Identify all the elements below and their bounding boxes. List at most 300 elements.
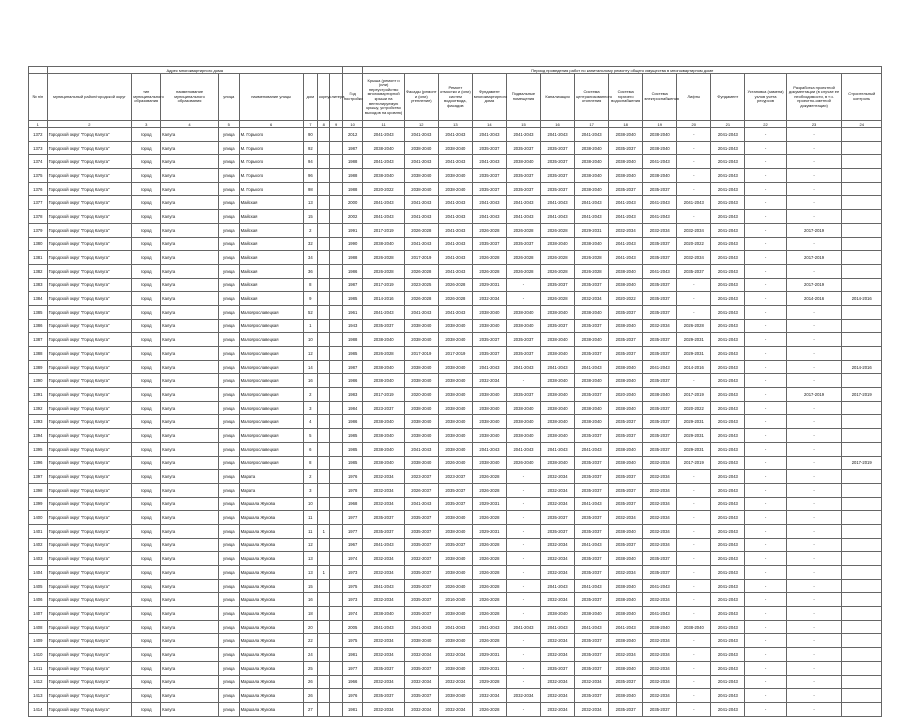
table-cell: 2035-2037 [609,702,643,716]
table-cell: 2038-2040 [472,401,506,415]
table-cell: - [786,264,842,278]
table-cell: 1986 [342,415,363,429]
table-cell: Малоярославецкая [239,401,303,415]
table-cell: 2029-2031 [677,429,711,443]
table-cell [842,264,882,278]
table-cell: - [745,648,786,662]
table-cell: - [745,497,786,511]
table-cell [318,689,330,703]
table-cell: 2041-2043 [609,210,643,224]
table-cell: 2038-2040 [363,607,404,621]
table-cell: 1988 [342,333,363,347]
table-cell: 2041-2043 [438,223,472,237]
table-cell: - [677,661,711,675]
table-cell: 2041-2043 [711,661,745,675]
table-row [29,292,882,306]
table-cell: улица [218,388,239,402]
table-cell: Малоярославецкая [239,360,303,374]
table-cell: - [786,401,842,415]
table-cell: 2041-2043 [363,305,404,319]
table-cell: 2032-2034 [541,702,575,716]
table-cell: 2032-2034 [363,497,404,511]
table-cell: Майская [239,223,303,237]
column-number: 16 [541,121,575,128]
table-cell: Городской округ "Город Калуга" [47,470,132,484]
table-cell: 1385 [29,305,48,319]
table-cell: город [132,552,161,566]
table-cell: 2038-2040 [609,524,643,538]
table-cell: 2032-2034 [643,689,677,703]
table-cell: Городской округ "Город Калуга" [47,620,132,634]
table-cell: 2038-2040 [404,333,438,347]
table-cell: - [786,128,842,142]
table-cell: - [745,141,786,155]
table-cell: 2032-2034 [363,566,404,580]
table-cell: город [132,470,161,484]
column-header: Канализация [541,74,575,121]
table-cell: 2026-2028 [472,483,506,497]
table-cell: Калуга [161,223,219,237]
table-cell: 2041-2043 [711,648,745,662]
table-cell: город [132,689,161,703]
table-cell: 2041-2043 [711,264,745,278]
table-cell: 1968 [342,497,363,511]
table-cell: - [745,524,786,538]
table-cell: 2041-2043 [363,128,404,142]
table-cell: город [132,497,161,511]
table-cell: 2041-2043 [404,196,438,210]
table-cell: Калуга [161,579,219,593]
table-cell: 2032-2034 [609,566,643,580]
table-cell: город [132,319,161,333]
table-cell: 2041-2043 [541,196,575,210]
table-cell: 26 [303,689,317,703]
table-cell [318,538,330,552]
table-cell: город [132,607,161,621]
table-cell: 2014-2016 [842,292,882,306]
table-cell: 2017-2019 [404,347,438,361]
table-cell: - [745,347,786,361]
table-cell [842,319,882,333]
table-cell: 2041-2043 [711,524,745,538]
table-cell: Городской округ "Город Калуга" [47,429,132,443]
table-cell: - [745,182,786,196]
table-cell: 2035-2037 [404,566,438,580]
table-cell: 2035-2037 [541,278,575,292]
table-cell [842,333,882,347]
table-cell [842,128,882,142]
table-cell [330,634,342,648]
table-cell: Калуга [161,442,219,456]
table-cell: 2020-2022 [609,292,643,306]
table-cell: Калуга [161,456,219,470]
table-cell [330,264,342,278]
table-cell: Калуга [161,415,219,429]
table-cell: - [745,237,786,251]
table-cell [330,702,342,716]
table-cell [842,675,882,689]
table-cell: 2041-2043 [541,620,575,634]
table-cell: 2032-2034 [643,593,677,607]
table-cell: - [786,702,842,716]
table-cell [842,524,882,538]
table-cell: 2026-2037 [404,483,438,497]
table-cell: 2041-2043 [711,634,745,648]
table-cell: 1399 [29,497,48,511]
table-cell: 2041-2043 [711,128,745,142]
table-cell: 2035-2037 [575,278,609,292]
table-row [29,374,882,388]
table-cell: 2017-2019 [677,456,711,470]
table-cell: улица [218,648,239,662]
table-cell: 2026-2028 [363,264,404,278]
table-cell: 2038-2040 [404,374,438,388]
table-cell: 1987 [342,141,363,155]
table-cell: 2041-2043 [404,210,438,224]
table-cell: М. Горького [239,169,303,183]
table-cell: - [745,470,786,484]
table-cell [842,210,882,224]
table-cell: 2038-2040 [404,634,438,648]
table-cell: 2035-2037 [472,141,506,155]
table-cell: - [745,319,786,333]
table-cell: улица [218,579,239,593]
table-cell: 2038-2040 [575,333,609,347]
table-cell: 2014-2016 [677,360,711,374]
table-cell: 1981 [342,702,363,716]
table-cell: улица [218,415,239,429]
table-cell: 1401 [29,524,48,538]
table-cell: 2041-2043 [363,210,404,224]
table-cell: 2038-2040 [609,360,643,374]
table-cell: Маршала Жукова [239,620,303,634]
table-cell [318,415,330,429]
table-cell: Городской округ "Город Калуга" [47,401,132,415]
table-cell: - [745,415,786,429]
table-cell: - [677,128,711,142]
table-cell: - [786,415,842,429]
column-header: Разработка проектной документации (в случае ее необходимости, в т.ч. проектно-сметной документации) [786,74,842,121]
column-number: 2 [47,121,132,128]
table-cell: 2041-2043 [711,511,745,525]
table-cell: Калуга [161,360,219,374]
table-cell: Калуга [161,524,219,538]
table-cell [330,429,342,443]
table-cell [318,305,330,319]
table-cell: - [786,305,842,319]
table-cell: 2 [303,388,317,402]
table-cell: 1400 [29,511,48,525]
table-cell: 2032-2034 [363,552,404,566]
table-cell: 14 [303,360,317,374]
table-cell: - [677,634,711,648]
table-cell: 2038-2040 [541,305,575,319]
table-cell [318,675,330,689]
table-cell: 2038-2040 [643,388,677,402]
table-cell: Малоярославецкая [239,429,303,443]
column-number: 9 [330,121,342,128]
table-cell: Городской округ "Город Калуга" [47,456,132,470]
table-cell: Городской округ "Город Калуга" [47,128,132,142]
table-cell: Калуга [161,182,219,196]
table-cell: 2038-2040 [404,319,438,333]
table-cell: Малоярославецкая [239,456,303,470]
table-cell: 1414 [29,702,48,716]
table-cell: 2038-2040 [575,155,609,169]
table-cell: - [506,497,540,511]
table-cell: 2041-2043 [711,278,745,292]
table-cell: Городской округ "Город Калуга" [47,442,132,456]
table-cell: Городской округ "Город Калуга" [47,702,132,716]
table-cell: 2041-2043 [438,210,472,224]
table-row [29,579,882,593]
table-cell: - [786,593,842,607]
table-cell: 2041-2043 [438,128,472,142]
table-cell: город [132,593,161,607]
table-cell: 2035-2037 [575,429,609,443]
table-cell: Маршала Жукова [239,566,303,580]
table-cell: 2041-2043 [711,470,745,484]
column-header: Лифты [677,74,711,121]
table-cell: 27 [303,702,317,716]
table-cell: 2026-2028 [472,223,506,237]
table-cell: 2041-2043 [363,538,404,552]
table-cell: 3 [303,483,317,497]
table-cell: 2032-2034 [541,552,575,566]
table-cell: 1403 [29,552,48,566]
table-cell: 1374 [29,155,48,169]
table-cell: 2032-2034 [643,524,677,538]
table-cell: 2035-2037 [643,278,677,292]
column-number: 12 [404,121,438,128]
table-cell: город [132,305,161,319]
table-cell: 2035-2037 [506,333,540,347]
table-cell: 2038-2040 [575,169,609,183]
table-cell: 2041-2043 [643,264,677,278]
table-cell: - [786,607,842,621]
table-row [29,360,882,374]
table-cell: 2041-2043 [711,620,745,634]
table-cell: 2038-2040 [643,169,677,183]
table-cell: 18 [303,607,317,621]
table-cell: 2035-2037 [363,661,404,675]
table-cell: 2041-2043 [404,497,438,511]
table-cell: улица [218,333,239,347]
table-cell: 13 [303,566,317,580]
column-number: 4 [161,121,219,128]
table-cell [330,374,342,388]
table-cell: 2035-2037 [472,347,506,361]
table-cell: 1409 [29,634,48,648]
table-cell: 1988 [342,251,363,265]
table-cell: Городской округ "Город Калуга" [47,264,132,278]
table-cell [842,196,882,210]
table-cell: город [132,128,161,142]
table-cell: 2035-2037 [575,566,609,580]
table-cell: 2041-2043 [438,264,472,278]
table-row [29,675,882,689]
table-cell [842,442,882,456]
table-cell: 2038-2040 [438,566,472,580]
table-cell: 2035-2037 [404,579,438,593]
table-cell: Городской округ "Город Калуга" [47,661,132,675]
table-cell: 6 [303,442,317,456]
table-cell: 2035-2037 [541,661,575,675]
table-cell: улица [218,429,239,443]
table-cell: Городской округ "Город Калуга" [47,511,132,525]
column-header-row [29,74,882,121]
table-cell: 2038-2040 [609,579,643,593]
address-group-header: Адрес многоквартирного дома [47,67,342,74]
table-cell: 1988 [342,182,363,196]
table-cell: 2035-2037 [506,388,540,402]
table-row [29,456,882,470]
table-cell: 2035-2037 [472,333,506,347]
table-cell: Городской округ "Город Калуга" [47,579,132,593]
table-cell: 1985 [342,292,363,306]
table-cell: - [677,607,711,621]
table-cell: 2035-2037 [609,305,643,319]
column-header: Фасады (ремонт и (или) утепление) [404,74,438,121]
table-cell: 2038-2040 [438,141,472,155]
table-cell: 2041-2043 [609,196,643,210]
table-cell: 2035-2037 [575,456,609,470]
table-cell: 1373 [29,141,48,155]
table-cell: 2035-2037 [609,182,643,196]
table-cell: Городской округ "Город Калуга" [47,607,132,621]
table-cell [842,483,882,497]
table-cell: Малоярославецкая [239,319,303,333]
table-cell: 2038-2040 [575,182,609,196]
column-number: 17 [575,121,609,128]
table-cell: Калуга [161,620,219,634]
table-cell: 2041-2043 [643,155,677,169]
table-row [29,237,882,251]
table-cell: 1975 [342,579,363,593]
table-cell: 2038-2040 [541,429,575,443]
table-cell [842,155,882,169]
table-cell: 1983 [342,388,363,402]
table-cell: 1988 [342,155,363,169]
table-cell [842,251,882,265]
table-cell: улица [218,702,239,716]
table-cell: 1397 [29,470,48,484]
table-cell: 2029-2031 [472,278,506,292]
table-cell [330,169,342,183]
table-cell: 9 [303,292,317,306]
table-cell: 10 [303,497,317,511]
table-cell: Майская [239,264,303,278]
table-cell: 2041-2043 [711,388,745,402]
table-row [29,702,882,716]
table-cell: город [132,237,161,251]
table-cell: Городской округ "Город Калуга" [47,182,132,196]
table-cell: улица [218,169,239,183]
table-cell: 2038-2040 [541,607,575,621]
table-cell: 2041-2043 [438,620,472,634]
table-cell: 2035-2037 [575,483,609,497]
table-body [29,128,882,717]
table-cell: улица [218,347,239,361]
table-cell: 2038-2040 [609,456,643,470]
table-cell: город [132,155,161,169]
table-cell [318,319,330,333]
table-cell [330,223,342,237]
table-row [29,524,882,538]
table-cell: Маршала Жукова [239,675,303,689]
table-cell: Калуга [161,483,219,497]
table-cell [842,689,882,703]
table-cell: 2032-2034 [643,223,677,237]
table-cell: улица [218,470,239,484]
table-cell: 2026-2028 [363,347,404,361]
table-cell: 2032-2034 [363,634,404,648]
table-cell: 2026-2028 [541,223,575,237]
table-cell: Городской округ "Город Калуга" [47,319,132,333]
table-cell: - [677,579,711,593]
table-cell: улица [218,141,239,155]
table-cell [330,497,342,511]
column-number: 24 [842,121,882,128]
table-cell [842,347,882,361]
table-cell: 2026-2028 [472,579,506,593]
table-cell: город [132,401,161,415]
table-cell: Городской округ "Город Калуга" [47,292,132,306]
table-cell [318,497,330,511]
table-cell: - [786,511,842,525]
column-number: 13 [438,121,472,128]
table-cell: Калуга [161,374,219,388]
table-cell: 1973 [342,566,363,580]
table-cell: 2032-2034 [575,702,609,716]
table-cell: 2041-2043 [711,319,745,333]
table-cell: 2026-2028 [472,251,506,265]
table-cell [318,169,330,183]
table-cell: 1985 [342,442,363,456]
table-cell: 10 [303,333,317,347]
table-cell: 1986 [342,374,363,388]
table-cell: 13 [303,196,317,210]
table-cell: 11 [303,524,317,538]
table-cell: 2041-2043 [711,237,745,251]
table-cell: 2038-2040 [575,141,609,155]
table-cell: Городской округ "Город Калуга" [47,278,132,292]
table-cell: улица [218,689,239,703]
table-cell [330,538,342,552]
table-cell: 2041-2043 [404,237,438,251]
table-cell [842,401,882,415]
table-cell: 2038-2040 [609,264,643,278]
program-table-sheet [28,66,882,717]
table-cell: 2032-2034 [363,675,404,689]
table-cell: 2026-2028 [472,634,506,648]
table-cell: 2035-2037 [472,169,506,183]
table-cell: - [677,552,711,566]
table-cell: 2041-2043 [643,210,677,224]
table-cell: Калуга [161,401,219,415]
table-cell: 2017-2019 [786,388,842,402]
table-cell: 2038-2040 [404,456,438,470]
table-cell: 2041-2043 [677,196,711,210]
table-cell: 1402 [29,538,48,552]
table-cell: Малоярославецкая [239,442,303,456]
table-cell: 2041-2043 [404,155,438,169]
table-cell: - [786,237,842,251]
table-cell: 2026-2028 [506,251,540,265]
table-cell: 2041-2043 [609,620,643,634]
table-cell: 1408 [29,620,48,634]
table-cell: 1410 [29,648,48,662]
